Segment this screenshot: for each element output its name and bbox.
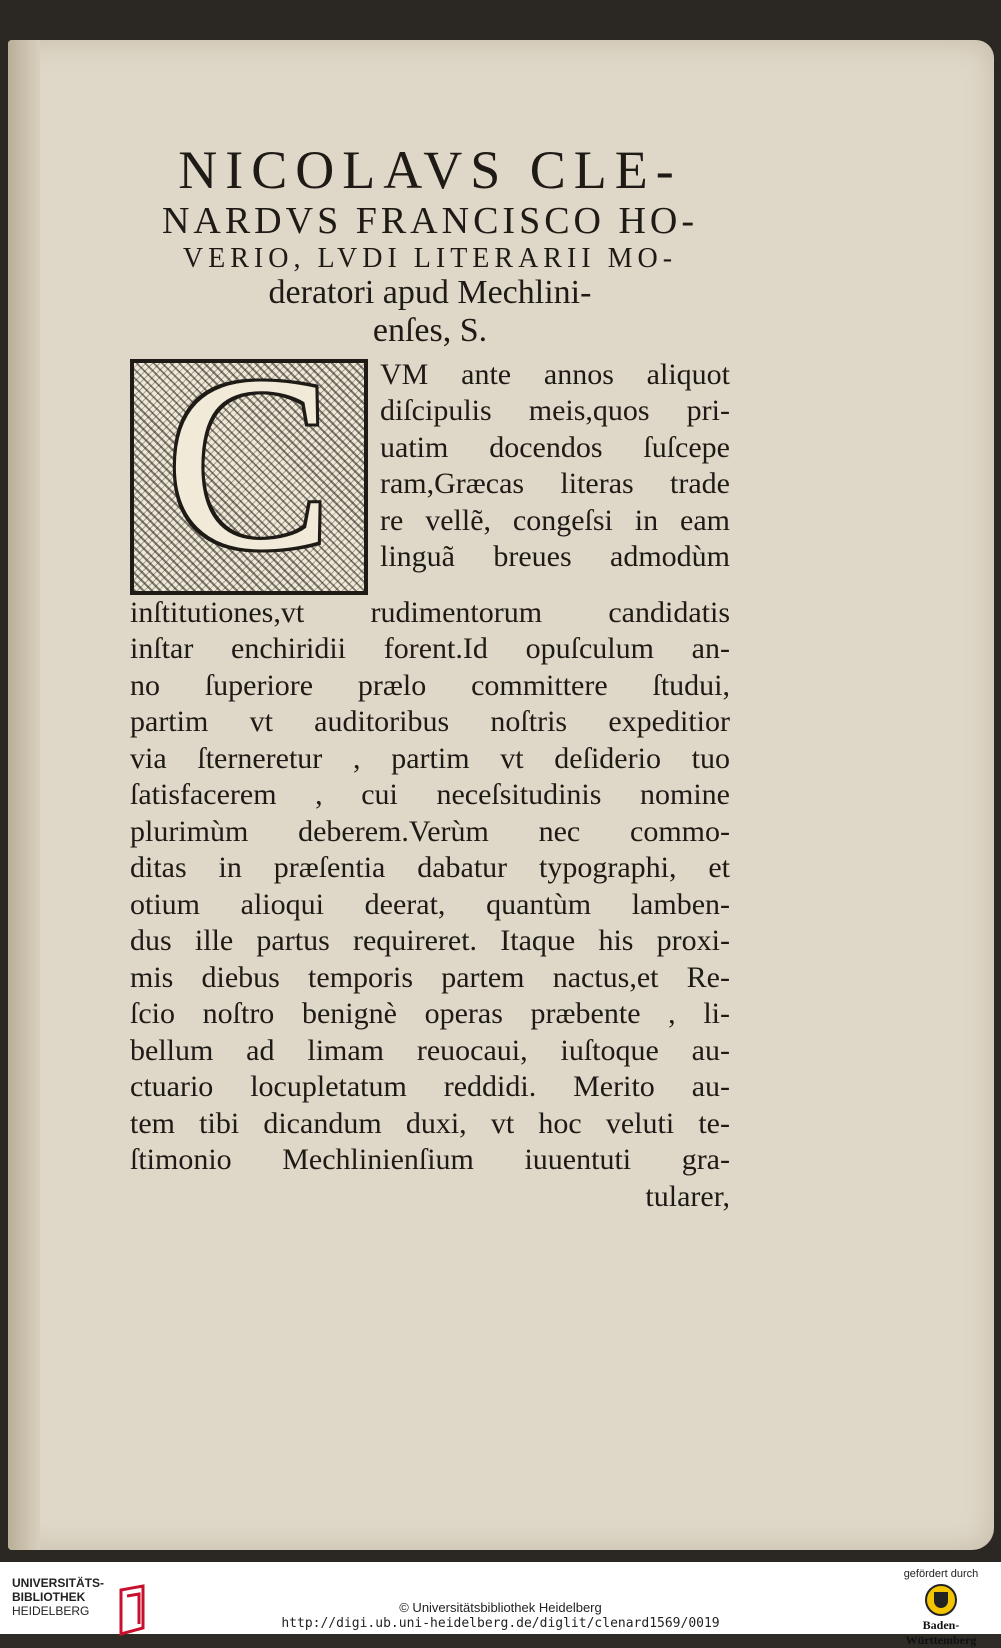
- catchword: tularer,: [645, 1179, 730, 1213]
- initial-letter: C: [165, 324, 333, 602]
- text-line: tem tibi dicandum duxi, vt hoc veluti te-: [130, 1106, 730, 1140]
- library-name-line: UNIVERSITÄTS-: [12, 1576, 105, 1590]
- text-line: ram,Græcas literas trade: [380, 467, 730, 501]
- copyright-notice: © Universitätsbibliothek Heidelberg: [399, 1600, 602, 1615]
- text-line: linguã breues admodùm: [380, 540, 730, 574]
- text-line: no ſuperiore prælo committere ſtudui,: [130, 668, 730, 702]
- text-block: [130, 140, 730, 1215]
- text-line: ſatisfacerem , cui neceſsitudinis nomine: [130, 778, 730, 812]
- text-line: ctuario locupletatum reddidi. Merito au-: [130, 1070, 730, 1104]
- heading-line: deratori apud Mechlini-: [268, 274, 592, 312]
- text-line: uatim docendos ſuſcepe: [380, 430, 730, 464]
- library-name-line: HEIDELBERG: [12, 1604, 90, 1618]
- full-width-lines: [130, 595, 730, 1216]
- text-line: ſcio noſtro benignè operas præbente , li-: [130, 997, 730, 1031]
- text-line: mis diebus temporis partem nactus,et Re-: [130, 960, 730, 994]
- heading-line: NICOLAVS CLE-: [178, 140, 682, 200]
- dedication-heading: [130, 140, 730, 351]
- text-line: partim vt auditoribus noſtris expeditior: [130, 705, 730, 739]
- text-line: otium alioqui deerat, quantùm lamben-: [130, 887, 730, 921]
- text-line: plurimùm deberem.Verùm nec commo-: [130, 814, 730, 848]
- page-gutter: [8, 40, 40, 1550]
- text-line: VM ante annos aliquot: [380, 357, 730, 391]
- funder-logo[interactable]: [893, 1568, 989, 1648]
- coat-of-arms-icon: [925, 1584, 957, 1616]
- text-line: ſtimonio Mechlinienſium iuuentuti gra-: [130, 1143, 730, 1177]
- text-line: re vellẽ, congeſsi in eam: [380, 503, 730, 537]
- library-name-line: BIBLIOTHEK: [12, 1590, 86, 1604]
- heading-line: NARDVS FRANCISCO HO-: [161, 200, 699, 243]
- woodcut-initial-illustration: [130, 324, 368, 602]
- heading-line: enſes, S.: [372, 312, 488, 350]
- text-line: bellum ad limam reuocaui, iuſtoque au-: [130, 1033, 730, 1067]
- text-line: via ſterneretur , partim vt deſiderio tuo: [130, 741, 730, 775]
- text-line: inſtitutiones,vt rudimentorum candidatis: [130, 595, 730, 629]
- book-page: [8, 40, 994, 1550]
- text-line: ditas in præſentia dabatur typographi, et: [130, 851, 730, 885]
- text-line: dus ille partus requireret. Itaque his proxi-: [130, 924, 730, 958]
- funded-by-label: gefördert durch: [903, 1568, 979, 1580]
- text-line: diſcipulis meis,quos pri-: [380, 394, 730, 428]
- heading-line: VERIO, LVDI LITERARII MO-: [182, 243, 678, 275]
- footer-bar: [0, 1562, 1001, 1647]
- text-line: inſtar enchiridii forent.Id opuſculum an-: [130, 632, 730, 666]
- permalink-url[interactable]: http://digi.ub.uni-heidelberg.de/diglit/clenard1569/0019: [281, 1616, 720, 1631]
- funder-name: Baden-Württemberg: [905, 1618, 977, 1647]
